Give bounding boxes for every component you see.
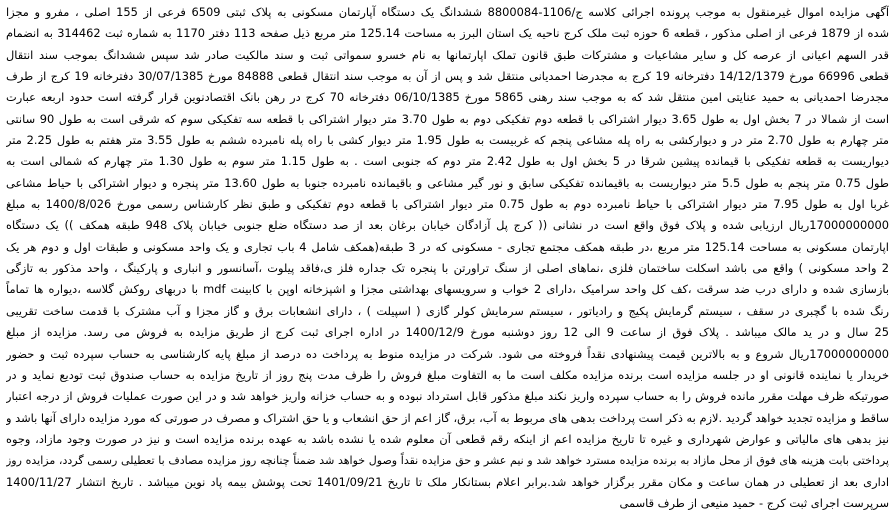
- notice-line: اپارتمان مسکونی به مساحت 125.14 متر مربع ،در طبقه همکف مجتمع تجاری - مسکونی که در 3 طبقه(همکف شامل 4 باب تجاری و یک واحد مسکونی و طبقات اول و دوم هر یک: [6, 239, 889, 254]
- notice-line: اداری بعد از تعطیلی در همان ساعت و مکان مقرر برگزار خواهد شد.برابر اعلام بستانکار ملک تا تاریخ 1401/09/21 تحت پوشش بیمه پاد نوین میباشد . تاریخ انتشار 1400/11/27: [6, 474, 889, 489]
- notice-line: 25 سال و در ید مالک میباشد . پلاک فوق از ساعت 9 الی 12 روز دوشنبه مورخ 1400/12/9 در اداره اجرای ثبت کرج از طریق مزایده به فروش می رسد. مزایده از مبلغ: [6, 325, 889, 340]
- notice-line: قطعی 66996 مورخ 14/12/1379 دفترخانه 19 کرج به مجدرضا احمدیانی منتقل شد و پس از آن به موجب سند انتقال قطعی 84888 مورخ 30/07/1385 دفترخانه 19 کرج از طرف: [6, 69, 889, 84]
- notice-signature-line: سرپرست اجرای ثبت کرج - حمید منیعی از طرف قاسمی: [619, 495, 889, 510]
- notice-line: آگهی مزایده اموال غیرمنقول به موجب پرونده اجرائی کلاسه ج/1106-8800084 ششدانگ یک دستگاه آپارتمان مسکونی به پلاک ثبتی 6509 فرعی از 155 اصلی ، مفرو و مجزا: [6, 5, 889, 19]
- notice-line: 2 واحد مسکونی ) واقع می باشد اسکلت ساختمان فلزی ،نماهای اصلی از سنگ تراورتن با پنجره تک جداره فلز ی،فاقد پیلوت ،آسانسور و انباری و پارکینگ ، واحد مذکور به تازگی: [6, 261, 889, 276]
- notice-line: متر چهارم به طول 2.70 متر در و دیوارکشی به راه پله مشاعی پنجم که غربیست به طول 1.95 متر دیوار کشی با راه پله نامبرده ششم به طول 3.55 متر هفتم به طول 2.25 متر: [6, 133, 889, 148]
- notice-line: شده از 1879 فرعی از اصلی مذکور ، قطعه 6 حوزه ثبت ملک کرج ناحیه یک استان البرز به مساحت 125.14 متر مربع ذیل صفحه 113 دفتر 1170 به شماره ثبت 314462 به انضمام: [6, 26, 889, 41]
- notice-line: 17000000000ریال ارزیابی شده و پلاک فوق واقع است در نشانی (( کرج پل آزادگان خیابان برغان بعد از صد دستگاه ضلع جنوبی خیابان پلاک 948 طبقه همکف )) یک دستگاه: [6, 218, 889, 233]
- notice-line: مجدرضا احمدیانی به حمید عنایتی امین منتقل شد که به موجب سند رهنی 5865 مورخ 06/10/1385 دفترخانه 70 کرج در رهن بانک اقتصادنوین قرار گرفته است حدود اربعه عبارت: [6, 90, 889, 105]
- notice-line: طول 0.75 متر پنجم به طول 5.5 متر دیواریست به باقیمانده تفکیکی سابق و نور گیر مشاعی و باقیمانده نامبرده جنوبا به طول 13.60 متر پنجره و دیوار اشتراکی با حیاط مشاعی: [6, 175, 889, 190]
- notice-line: است از شمالا در 7 بخش اول به طول 3.65 دیوار اشتراکی با قطعه دوم تفکیکی دوم به طول 3.70 متر دیوار اشتراکی با قطعه سه تفکیکی سوم که شرقی است به طول 90 سانتی: [6, 111, 889, 126]
- notice-line: دیواریست به قطعه تفکیکی با قیمانده پیشین شرقا در 5 بخش اول به طول 2.42 متر دوم که جنوبی است . به طول 1.15 متر سوم به طول 1.30 متر چهارم که شمالی است به: [6, 154, 889, 169]
- notice-line: قدر السهم اعیانی از عرصه کل و سایر مشاعیات و مشترکات طبق قانون تملک اپارتمانها به نام خسرو سمواتی ثبت و سند مالکیت صادر شد سپس ششدانگ بموجب سند انتقال: [6, 47, 889, 62]
- notice-line: رنگ شده با گچبری در سقف ، سیستم گرمایش پکیج و رادیاتور ، سیستم سرمایش کولر گازی ( اسپیلت ) ، دارای انشعابات برق و گاز مجزا و آب مشترک با قدمت ساخت تقریبی: [6, 303, 889, 318]
- auction-notice: [6, 2, 889, 514]
- notice-line: پرداختی بابت هزینه های فوق از محل مازاد به برنده مزایده مسترد خواهد شد و نیم عشر و حق مزایده نقداً وصول خواهد شد ضمناً چنانچه روز مزایده مصادف با تعطیلی رسمی گردد، مزایده روز: [6, 454, 889, 468]
- notice-line: 17000000000ریال شروع و به بالاترین قیمت پیشنهادی نقداً فروخته می شود. شرکت در مزایده منوط به پرداخت ده درصد از مبلغ پایه کارشناسی به حساب سپرده ثبت و حضور: [6, 346, 889, 361]
- notice-line: بازسازی شده و دارای درب ضد سرقت ،کف کل واحد سرامیک ،دارای 2 خواب و سرویسهای بهداشتی مجزا و اشپزخانه اوپن با کابینت mdf با دربهای روکش گلاسه ،دیواره ها تماماً: [6, 282, 889, 297]
- notice-line: نیز بدهی های مالیاتی و عوارض شهرداری و غیره تا تاریخ مزایده اعم از اینکه رقم قطعی آن معلوم شده یا نشده باشد به عهده برنده مزایده است و نیز در صورت وجود مازاد، وجوه: [6, 431, 889, 446]
- notice-line: ساقط و مزایده تجدید خواهد گردید .لازم به ذکر است پرداخت بدهی های مربوط به آب، برق، گاز اعم از حق انشعاب و یا حق اشتراک و مصرف در صورتی که مورد مزایده دارای آنها باشد و: [6, 410, 889, 425]
- notice-line: خریدار یا نماینده قانونی او در جلسه مزایده است برنده مزایده مکلف است ما به التفاوت مبلغ فروش را ظرف مدت پنج روز از تاریخ مزایده به حساب صندوق ثبت تودیع نماید و در: [6, 367, 889, 382]
- notice-line: غربا اول به طول 7.95 متر دیوار اشتراکی با حیاط نامبرده دوم به طول 0.75 متر دیوار اشتراکی با قطعه دوم تفکیکی و طبق نظر کارشناس رسمی مورخ 1400/8/026 به مبلغ: [6, 197, 889, 212]
- notice-line: صورتیکه ظرف مهلت مقرر مانده فروش را به حساب سپرده واریز نکند مبلغ مذکور قابل استرداد نبوده و به حساب خزانه واریز خواهد شد و در این صورت عملیات فروش از درجه اعتبار: [6, 389, 889, 404]
